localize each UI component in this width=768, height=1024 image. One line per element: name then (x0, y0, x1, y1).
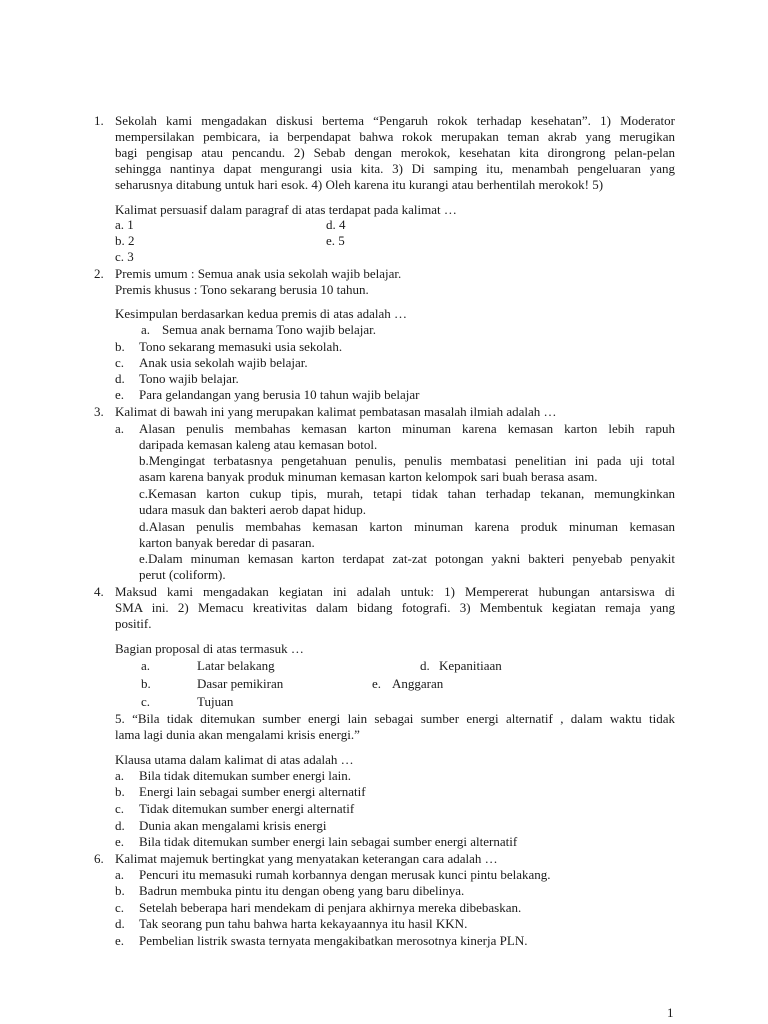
paragraph-line: Sekolah kami mengadakan diskusi bertema “Pengaruh rokok terhadap kesehatan”. 1) Moderator (115, 113, 675, 128)
question-number: 2. (94, 266, 104, 281)
option-d: d. 4 (326, 217, 346, 232)
paragraph-line: SMA ini. 2) Memacu kreativitas dalam bidang fotografi. 3) Membentuk kegiatan remaja yang (115, 600, 675, 615)
option-text: Energi lain sebagai sumber energi alternatif (139, 784, 366, 799)
option-text: Anak usia sekolah wajib belajar. (139, 355, 308, 370)
option-letter: d. (420, 658, 430, 673)
paragraph-line: mempersilakan pembicara, ia berpendapat bahwa rokok merupakan teman akrab yang merugikan (115, 129, 675, 144)
option-letter: e. (115, 387, 125, 402)
question-number: 1. (94, 113, 104, 128)
quote-line: 5. “Bila tidak ditemukan sumber energi lain sebagai sumber energi alternatif , dalam waktu tidak (115, 711, 675, 726)
option-letter: a. (141, 658, 151, 673)
option-text: Badrun membuka pintu itu dengan obeng yang baru dibelinya. (139, 883, 465, 898)
option-text: Kepanitiaan (439, 658, 502, 673)
option-b-line: asam karena banyak produk minuman kemasan karton kelompok sari buah berasa asam. (139, 469, 598, 484)
option-text: Bila tidak ditemukan sumber energi lain sebagai sumber energi alternatif (139, 834, 518, 849)
option-text: Latar belakang (197, 658, 275, 673)
question-number: 6. (94, 851, 104, 866)
option-text: Dunia akan mengalami krisis energi (139, 818, 327, 833)
premis-khusus: Premis khusus : Tono sekarang berusia 10 tahun. (115, 282, 369, 297)
option-letter: c. (115, 355, 125, 370)
option-text: Bila tidak ditemukan sumber energi lain. (139, 768, 352, 783)
option-text: Pembelian listrik swasta ternyata mengakibatkan merosotnya kinerja PLN. (139, 933, 528, 948)
paragraph-line: positif. (115, 616, 152, 631)
option-letter: d. (115, 371, 125, 386)
option-text: Dasar pemikiran (197, 676, 284, 691)
option-d-line: karton banyak beredar di pasaran. (139, 535, 315, 550)
option-text: Anggaran (392, 676, 444, 691)
option-letter: a. (115, 867, 125, 882)
paragraph-line: Maksud kami mengadakan kegiatan ini adalah untuk: 1) Mempererat hubungan antarsiswa di (115, 584, 675, 599)
question-text: Kesimpulan berdasarkan kedua premis di atas adalah … (115, 306, 408, 321)
question-text: Klausa utama dalam kalimat di atas adalah … (115, 752, 354, 767)
option-letter: b. (141, 676, 151, 691)
option-b-line: b.Mengingat terbatasnya pengetahuan penulis, penulis membatasi penelitian ini pada uji total (139, 453, 675, 468)
premis-umum: Premis umum : Semua anak usia sekolah wajib belajar. (115, 266, 402, 281)
option-letter: a. (115, 421, 125, 436)
option-letter: e. (115, 933, 125, 948)
question-text: Kalimat persuasif dalam paragraf di atas terdapat pada kalimat … (115, 202, 457, 217)
option-text: Tujuan (197, 694, 234, 709)
option-text: Tono wajib belajar. (139, 371, 239, 386)
option-e-line: perut (coliform). (139, 567, 226, 582)
option-letter: c. (115, 900, 125, 915)
option-text: Tak seorang pun tahu bahwa harta kekayaannya itu hasil KKN. (139, 916, 468, 931)
option-b: b. 2 (115, 233, 135, 248)
page-number: 1 (667, 1005, 674, 1020)
option-e: e. 5 (326, 233, 345, 248)
option-letter: b. (115, 784, 125, 799)
paragraph-line: bagi pengisap atau pencandu. 2) Sebab dengan merokok, kesehatan kita dirongrong pelan-pelan (115, 145, 675, 160)
option-a-line: Alasan penulis membahas kemasan karton minuman karena kemasan karton lebih rapuh (139, 421, 675, 436)
paragraph-line: seharusnya ditabung untuk hari esok. 4) Oleh karena itu kurangi atau berhentilah merokok! 5) (115, 177, 604, 192)
option-e-line: e.Dalam minuman kemasan karton terdapat zat-zat potongan yakni bakteri penyebab penyakit (139, 551, 675, 566)
question-text: Kalimat majemuk bertingkat yang menyatakan keterangan cara adalah … (115, 851, 498, 866)
option-letter: a. (115, 768, 125, 783)
option-c: c. 3 (115, 249, 134, 264)
question-text: Bagian proposal di atas termasuk … (115, 641, 304, 656)
option-letter: c. (115, 801, 125, 816)
option-letter: e. (115, 834, 125, 849)
option-text: Pencuri itu memasuki rumah korbannya dengan merusak kunci pintu belakang. (139, 867, 551, 882)
question-text: Kalimat di bawah ini yang merupakan kalimat pembatasan masalah ilmiah adalah … (115, 404, 557, 419)
option-letter: c. (141, 694, 151, 709)
option-letter: b. (115, 339, 125, 354)
option-letter: d. (115, 916, 125, 931)
option-letter: b. (115, 883, 125, 898)
option-d-line: d.Alasan penulis membahas kemasan karton minuman karena produk minuman kemasan (139, 519, 675, 534)
option-a-line: daripada kemasan kaleng atau kemasan botol. (139, 437, 378, 452)
option-c-line: c.Kemasan karton cukup tipis, murah, tetapi tidak tahan terhadap tekanan, memungkinkan (139, 486, 675, 501)
option-text: Tono sekarang memasuki usia sekolah. (139, 339, 343, 354)
option-a: a. 1 (115, 217, 134, 232)
option-text: Tidak ditemukan sumber energi alternatif (139, 801, 355, 816)
option-text: Semua anak bernama Tono wajib belajar. (162, 322, 376, 337)
option-c-line: udara masuk dan bakteri aerob dapat hidup. (139, 502, 367, 517)
quote-line: lama lagi dunia akan mengalami krisis energi.” (115, 727, 360, 742)
question-number: 4. (94, 584, 104, 599)
option-text: Para gelandangan yang berusia 10 tahun wajib belajar (139, 387, 420, 402)
option-text: Setelah beberapa hari mendekam di penjara akhirnya mereka dibebaskan. (139, 900, 522, 915)
question-number: 3. (94, 404, 104, 419)
paragraph-line: sehingga nantinya dapat mengurangi usia kita. 3) Di samping itu, menambah pengeluaran yang (115, 161, 675, 176)
option-letter: e. (372, 676, 382, 691)
option-letter: a. (141, 322, 151, 337)
option-letter: d. (115, 818, 125, 833)
